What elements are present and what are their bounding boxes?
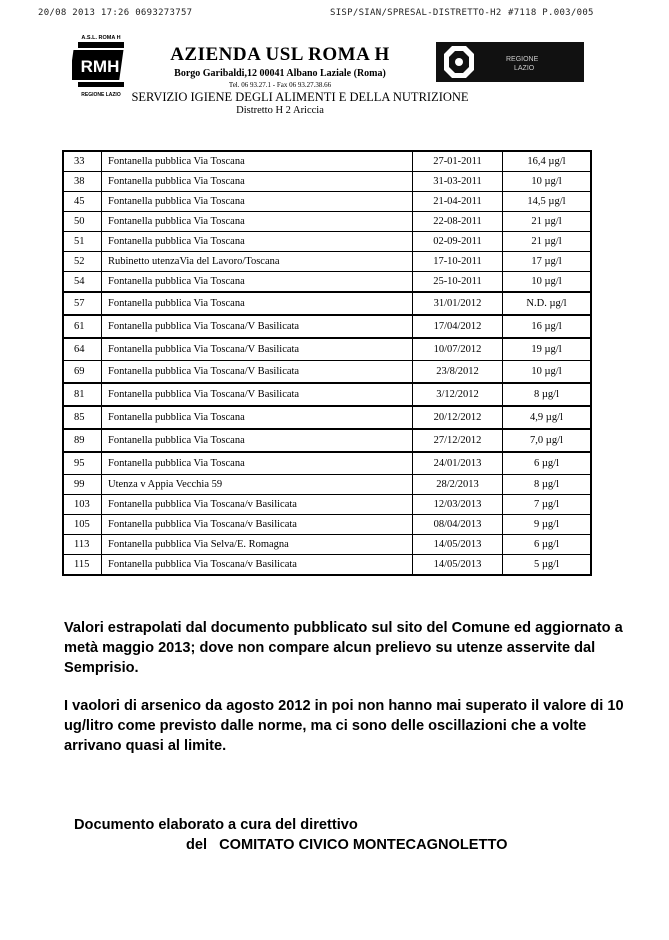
- sample-value: 10 µg/l: [531, 176, 562, 187]
- sample-location: Fontanella pubblica Via Toscana: [102, 212, 413, 231]
- table-row: [64, 152, 590, 172]
- sample-date: 20/12/2012: [413, 407, 503, 428]
- sample-id: 105: [64, 515, 102, 534]
- sample-value: 16,4 µg/l: [527, 156, 566, 167]
- sample-id: 89: [64, 430, 102, 451]
- sample-location: Rubinetto utenzaVia del Lavoro/Toscana: [102, 252, 413, 271]
- sample-value: 4,9 µg/l: [530, 412, 563, 423]
- sample-date: 27/12/2012: [413, 430, 503, 451]
- sample-value: 21 µg/l: [531, 236, 562, 247]
- sample-value: 14,5 µg/l: [527, 196, 566, 207]
- sample-id: 61: [64, 316, 102, 337]
- signature-line-2: [186, 837, 507, 853]
- sample-location: Fontanella pubblica Via Toscana/v Basilicata: [102, 515, 413, 534]
- table-row: [64, 338, 590, 361]
- sample-id: 113: [64, 535, 102, 554]
- sample-value: 5 µg/l: [533, 559, 559, 570]
- sample-id: 99: [64, 475, 102, 494]
- sample-id: 103: [64, 495, 102, 514]
- sample-date: 3/12/2012: [413, 384, 503, 405]
- sample-value: 16 µg/l: [531, 321, 562, 332]
- sample-location: Fontanella pubblica Via Toscana/V Basilicata: [102, 316, 413, 337]
- sample-date: 23/8/2012: [413, 361, 503, 382]
- asl-logo-mark: RMH: [80, 57, 120, 76]
- sample-value: N.D. µg/l: [526, 298, 567, 309]
- sample-id: 33: [64, 152, 102, 171]
- sample-date: 27-01-2011: [413, 152, 503, 171]
- sample-id: 95: [64, 453, 102, 474]
- sample-value: 21 µg/l: [531, 216, 562, 227]
- signature-line-1: Documento elaborato a cura del direttivo: [74, 817, 358, 833]
- sample-value: 9 µg/l: [533, 519, 559, 530]
- table-row: [64, 495, 590, 515]
- sample-date: 12/03/2013: [413, 495, 503, 514]
- sample-location: Fontanella pubblica Via Toscana/V Basilicata: [102, 384, 413, 405]
- sample-location: Fontanella pubblica Via Toscana: [102, 192, 413, 211]
- sample-location: Fontanella pubblica Via Toscana/V Basilicata: [102, 339, 413, 360]
- sample-id: 38: [64, 172, 102, 191]
- signature-prefix: del: [186, 837, 208, 853]
- sample-date: 10/07/2012: [413, 339, 503, 360]
- fax-header-right: #7118 P.003/005: [508, 8, 594, 18]
- regione-logo-text-1: REGIONE: [506, 56, 539, 63]
- sample-date: 17/04/2012: [413, 316, 503, 337]
- sample-id: 85: [64, 407, 102, 428]
- sample-id: 81: [64, 384, 102, 405]
- letterhead-district: Distretto H 2 Ariccia: [236, 105, 324, 116]
- sample-value: 8 µg/l: [533, 389, 559, 400]
- sample-date: 24/01/2013: [413, 453, 503, 474]
- sample-id: 115: [64, 555, 102, 574]
- sample-id: 64: [64, 339, 102, 360]
- table-row: [64, 452, 590, 475]
- sample-date: 14/05/2013: [413, 535, 503, 554]
- asl-logo-caption-top: A.S.L. ROMA H: [81, 35, 121, 41]
- regione-logo-text-2: LAZIO: [514, 65, 535, 72]
- table-row: [64, 383, 590, 406]
- table-row: [64, 292, 590, 315]
- letterhead-title: AZIENDA USL ROMA H: [170, 44, 390, 65]
- letterhead-address: Borgo Garibaldi,12 00041 Albano Laziale (Roma): [174, 68, 386, 79]
- sample-location: Fontanella pubblica Via Toscana: [102, 272, 413, 291]
- sample-date: 22-08-2011: [413, 212, 503, 231]
- table-row: [64, 192, 590, 212]
- fax-header-middle: SISP/SIAN/SPRESAL-DISTRETTO-H2: [330, 8, 502, 18]
- table-row: [64, 212, 590, 232]
- sample-id: 52: [64, 252, 102, 271]
- sample-location: Fontanella pubblica Via Selva/E. Romagna: [102, 535, 413, 554]
- table-row: [64, 555, 590, 574]
- sample-id: 69: [64, 361, 102, 382]
- sample-value: 6 µg/l: [533, 458, 559, 469]
- sample-location: Fontanella pubblica Via Toscana/v Basilicata: [102, 555, 413, 574]
- sample-id: 51: [64, 232, 102, 251]
- sample-value: 17 µg/l: [531, 256, 562, 267]
- sample-value: 8 µg/l: [533, 479, 559, 490]
- sample-date: 31-03-2011: [413, 172, 503, 191]
- sample-location: Fontanella pubblica Via Toscana: [102, 407, 413, 428]
- sample-value: 19 µg/l: [531, 344, 562, 355]
- letterhead-phone: Tel. 06 93.27.1 - Fax 06 93.27.38.66: [228, 81, 332, 89]
- sample-id: 45: [64, 192, 102, 211]
- note-paragraph-1: Valori estrapolati dal documento pubblicato sul sito del Comune ed aggiornato a metà maggio 2013; dove non compare alcun prelievo su utenze asservite dal Semprisio.: [64, 620, 623, 676]
- sample-location: Fontanella pubblica Via Toscana: [102, 430, 413, 451]
- table-row: [64, 315, 590, 338]
- sample-location: Utenza v Appia Vecchia 59: [102, 475, 413, 494]
- regione-lazio-logo: [436, 42, 584, 82]
- note-paragraph-2: I vaolori di arsenico da agosto 2012 in poi non hanno mai superato il valore di 10 ug/litro come previsto dalle norme, ma ci sono delle oscillazioni che a volte arrivano quasi al limite.: [64, 698, 624, 754]
- sample-date: 31/01/2012: [413, 293, 503, 314]
- sample-location: Fontanella pubblica Via Toscana: [102, 293, 413, 314]
- table-row: [64, 406, 590, 429]
- table-row: [64, 172, 590, 192]
- asl-logo-caption-bottom: REGIONE LAZIO: [81, 92, 121, 98]
- table-row: [64, 361, 590, 383]
- table-row: [64, 475, 590, 495]
- sample-value: 6 µg/l: [533, 539, 559, 550]
- table-row: [64, 252, 590, 272]
- sample-date: 08/04/2013: [413, 515, 503, 534]
- table-row: [64, 535, 590, 555]
- sample-location: Fontanella pubblica Via Toscana/v Basilicata: [102, 495, 413, 514]
- sample-date: 28/2/2013: [413, 475, 503, 494]
- letterhead-service: SERVIZIO IGIENE DEGLI ALIMENTI E DELLA NUTRIZIONE: [131, 90, 469, 104]
- sample-id: 57: [64, 293, 102, 314]
- sample-location: Fontanella pubblica Via Toscana: [102, 453, 413, 474]
- sample-date: 17-10-2011: [413, 252, 503, 271]
- sample-value: 10 µg/l: [531, 366, 562, 377]
- sample-date: 25-10-2011: [413, 272, 503, 291]
- sample-location: Fontanella pubblica Via Toscana: [102, 232, 413, 251]
- sample-location: Fontanella pubblica Via Toscana/V Basilicata: [102, 361, 413, 382]
- sample-date: 02-09-2011: [413, 232, 503, 251]
- sample-value: 7 µg/l: [533, 499, 559, 510]
- sample-id: 54: [64, 272, 102, 291]
- sample-value: 7,0 µg/l: [530, 435, 563, 446]
- fax-header-left: 20/08 2013 17:26 0693273757: [38, 8, 193, 18]
- table-row: [64, 515, 590, 535]
- sample-date: 14/05/2013: [413, 555, 503, 574]
- sample-value: 10 µg/l: [531, 276, 562, 287]
- sample-date: 21-04-2011: [413, 192, 503, 211]
- table-row: [64, 272, 590, 292]
- table-row: [64, 429, 590, 452]
- sample-id: 50: [64, 212, 102, 231]
- table-row: [64, 232, 590, 252]
- arsenic-samples-table: [62, 150, 592, 576]
- signature-committee-name: COMITATO CIVICO MONTECAGNOLETTO: [219, 837, 508, 853]
- sample-location: Fontanella pubblica Via Toscana: [102, 152, 413, 171]
- sample-location: Fontanella pubblica Via Toscana: [102, 172, 413, 191]
